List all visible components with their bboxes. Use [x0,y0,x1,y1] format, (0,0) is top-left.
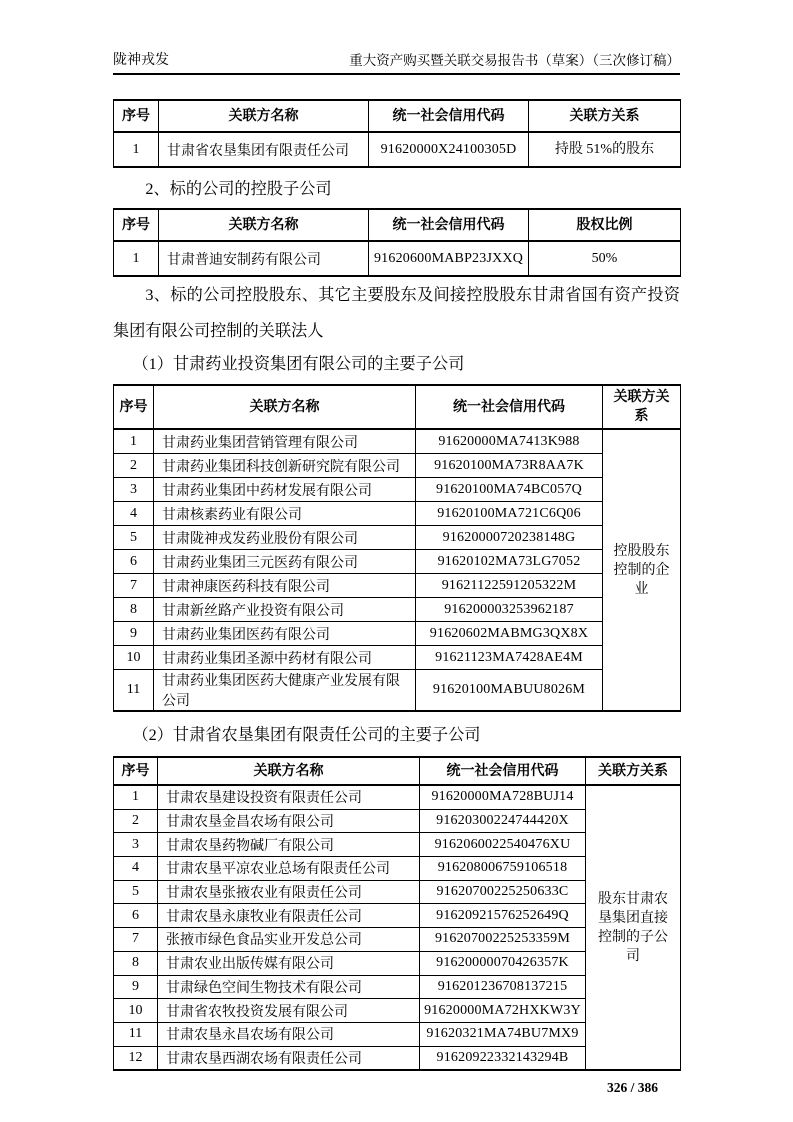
party-name-cell: 甘肃农业出版传媒有限公司 [158,951,420,975]
column-header: 统一社会信用代码 [369,209,529,241]
column-header: 关联方关系 [586,757,681,785]
party-name-cell: 甘肃药业集团中药材发展有限公司 [154,478,416,502]
row-index-cell: 7 [114,574,154,598]
running-header [113,52,680,69]
party-name-cell: 甘肃农垦金昌农场有限公司 [158,809,420,833]
row-index-cell: 1 [114,785,158,809]
credit-code-cell: 916208006759106518 [420,857,586,881]
column-header: 关联方名称 [158,757,420,785]
party-name-cell: 甘肃普迪安制药有限公司 [159,241,369,276]
pharma-group-subsidiaries-table [113,384,681,712]
credit-code-cell: 91620100MA73R8AA7K [416,454,603,478]
row-index-cell: 4 [114,857,158,881]
table-header-row [114,757,681,785]
credit-code-cell: 91621123MA7428AE4M [416,646,603,670]
credit-code-cell: 91620000720238148G [416,526,603,550]
credit-code-cell: 91620000070426357K [420,951,586,975]
credit-code-cell: 91620921576252649Q [420,904,586,928]
column-header: 关联方名称 [154,385,416,429]
row-index-cell: 8 [114,951,158,975]
table-subsidiary-section [113,208,680,277]
column-header: 序号 [114,100,159,132]
credit-code-cell: 916200003253962187 [416,598,603,622]
table-row [114,526,681,550]
credit-code-cell: 91620000X24100305D [369,132,529,167]
row-index-cell: 10 [114,999,158,1023]
credit-code-cell: 916201236708137215 [420,975,586,999]
header-right-title: 重大资产购买暨关联交易报告书（草案）（三次修订稿） [349,53,680,68]
related-party-shareholder-table [113,99,681,168]
column-header: 统一社会信用代码 [369,100,529,132]
row-index-cell: 11 [114,670,154,712]
table-controlling-shareholder-section [113,99,680,168]
party-name-cell: 甘肃省农垦集团有限责任公司 [159,132,369,167]
row-index-cell: 6 [114,904,158,928]
controlled-subsidiary-table [113,208,681,277]
row-index-cell: 1 [114,132,159,167]
table-row [114,478,681,502]
table-header-row [114,209,681,241]
table-header-row [114,385,681,429]
credit-code-cell: 91620700225250633C [420,880,586,904]
credit-code-cell: 91620602MABMG3QX8X [416,622,603,646]
column-header: 序号 [114,757,158,785]
table-row [114,454,681,478]
table-row [114,574,681,598]
row-index-cell: 2 [114,809,158,833]
column-header: 序号 [114,209,159,241]
row-index-cell: 1 [114,429,154,454]
credit-code-cell: 91620000MA72HXKW3Y [420,999,586,1023]
table-row [114,241,681,276]
credit-code-cell: 91620000MA7413K988 [416,429,603,454]
row-index-cell: 6 [114,550,154,574]
credit-code-cell: 91620300224744420X [420,809,586,833]
heading-item-2: 2、标的公司的控股子公司 [145,180,332,198]
table-row [114,132,681,167]
column-header: 统一社会信用代码 [416,385,603,429]
page-number: 326 / 386 [606,1080,658,1096]
credit-code-cell: 91620100MA74BC057Q [416,478,603,502]
row-index-cell: 5 [114,880,158,904]
row-index-cell: 9 [114,622,154,646]
row-index-cell: 5 [114,526,154,550]
row-index-cell: 1 [114,241,159,276]
party-name-cell: 甘肃药业集团圣源中药材有限公司 [154,646,416,670]
credit-code-cell: 91620321MA74BU7MX9 [420,1022,586,1046]
party-name-cell: 甘肃核素药业有限公司 [154,502,416,526]
party-name-cell: 甘肃农垦平凉农业总场有限责任公司 [158,857,420,881]
credit-code-cell: 91620100MABUU8026M [416,670,603,712]
party-name-cell: 甘肃农垦西湖农场有限责任公司 [158,1046,420,1070]
row-index-cell: 10 [114,646,154,670]
relation-cell: 50% [529,241,681,276]
table-pharma-group-subsidiaries-section [113,384,680,712]
table-row [114,670,681,712]
party-name-cell: 甘肃农垦永昌农场有限公司 [158,1022,420,1046]
relation-merged-cell: 控股股东控制的企业 [603,429,681,711]
table-row [114,622,681,646]
header-left-title: 陇神戎发 [113,53,169,68]
column-header: 序号 [114,385,154,429]
row-index-cell: 2 [114,454,154,478]
heading-sub-1: （1）甘肃药业投资集团有限公司的主要子公司 [132,355,465,373]
credit-code-cell: 91620000MA728BUJ14 [420,785,586,809]
table-row [114,502,681,526]
row-index-cell: 8 [114,598,154,622]
credit-code-cell: 91621122591205322M [416,574,603,598]
party-name-cell: 甘肃农垦永康牧业有限责任公司 [158,904,420,928]
column-header: 关联方关系 [603,385,681,429]
table-row [114,785,681,809]
party-name-cell: 甘肃新丝路产业投资有限公司 [154,598,416,622]
party-name-cell: 甘肃药业集团医药有限公司 [154,622,416,646]
table-row [114,598,681,622]
party-name-cell: 甘肃绿色空间生物技术有限公司 [158,975,420,999]
party-name-cell: 甘肃农垦药物碱厂有限公司 [158,833,420,857]
row-index-cell: 3 [114,833,158,857]
party-name-cell: 甘肃农垦张掖农业有限责任公司 [158,880,420,904]
column-header: 关联方关系 [529,100,681,132]
table-row [114,550,681,574]
column-header: 关联方名称 [159,209,369,241]
table-row [114,646,681,670]
row-index-cell: 11 [114,1022,158,1046]
credit-code-cell: 91620700225253359M [420,928,586,952]
party-name-cell: 甘肃神康医药科技有限公司 [154,574,416,598]
credit-code-cell: 91620100MA721C6Q06 [416,502,603,526]
credit-code-cell: 91620600MABP23JXXQ [369,241,529,276]
column-header: 统一社会信用代码 [420,757,586,785]
row-index-cell: 9 [114,975,158,999]
nongken-group-subsidiaries-table [113,756,681,1071]
party-name-cell: 甘肃省农牧投资发展有限公司 [158,999,420,1023]
row-index-cell: 7 [114,928,158,952]
heading-item-3: 3、标的公司控股股东、其它主要股东及间接控股股东甘肃省国有资产投资集团有限公司控制的关联法人 [113,286,680,340]
column-header: 股权比例 [529,209,681,241]
header-rule [113,73,680,75]
table-header-row [114,100,681,132]
relation-merged-cell: 股东甘肃农垦集团直接控制的子公司 [586,785,681,1070]
table-nongken-group-subsidiaries-section [113,756,680,1071]
credit-code-cell: 91620922332143294B [420,1046,586,1070]
table-row [114,429,681,454]
credit-code-cell: 9162060022540476XU [420,833,586,857]
party-name-cell: 甘肃陇神戎发药业股份有限公司 [154,526,416,550]
party-name-cell: 甘肃药业集团营销管理有限公司 [154,429,416,454]
party-name-cell: 甘肃药业集团医药大健康产业发展有限公司 [154,670,416,712]
party-name-cell: 甘肃药业集团科技创新研究院有限公司 [154,454,416,478]
party-name-cell: 甘肃农垦建设投资有限责任公司 [158,785,420,809]
row-index-cell: 4 [114,502,154,526]
relation-cell: 持股 51%的股东 [529,132,681,167]
row-index-cell: 12 [114,1046,158,1070]
party-name-cell: 甘肃药业集团三元医药有限公司 [154,550,416,574]
credit-code-cell: 91620102MA73LG7052 [416,550,603,574]
party-name-cell: 张掖市绿色食品实业开发总公司 [158,928,420,952]
column-header: 关联方名称 [159,100,369,132]
heading-sub-2: （2）甘肃省农垦集团有限责任公司的主要子公司 [132,726,481,744]
row-index-cell: 3 [114,478,154,502]
